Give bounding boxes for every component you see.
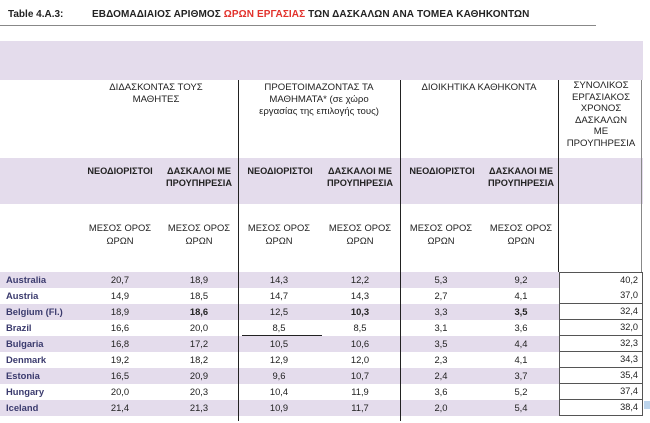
cell-teach-exp: 18,9 [189, 274, 209, 285]
country-name: Belgium (Fl.) [6, 306, 63, 317]
unit-prep-exp: ΜΕΣΟΣ ΟΡΟΣ ΩΡΩΝ [328, 222, 392, 246]
edge-marker [644, 401, 650, 409]
cell-prep-new: 14,3 [269, 274, 289, 285]
unit-teaching-exp: ΜΕΣΟΣ ΟΡΟΣ ΩΡΩΝ [167, 222, 231, 246]
cell-teach-new: 16,5 [110, 370, 130, 381]
total-value: 35,4 [620, 370, 638, 380]
cell-prep-exp: 14,3 [350, 290, 370, 301]
cell-teach-exp: 18,5 [189, 290, 209, 301]
cell-prep-exp: 10,6 [350, 338, 370, 349]
table-row [0, 400, 643, 416]
total-value: 38,4 [620, 402, 638, 412]
cell-adm-new: 3,3 [434, 306, 448, 317]
cell-adm-exp: 4,1 [514, 354, 528, 365]
subheader-admin-exp: ΔΑΣΚΑΛΟΙ ΜΕ ΠΡΟΥΠΗΡΕΣΙΑ [487, 166, 554, 188]
country-name: Australia [6, 274, 47, 285]
cell-teach-new: 19,2 [110, 354, 130, 365]
subheader-teaching-exp: ΔΑΣΚΑΛΟΙ ΜΕ ΠΡΟΥΠΗΡΕΣΙΑ [165, 166, 232, 188]
unit-prep-new: ΜΕΣΟΣ ΟΡΟΣ ΩΡΩΝ [247, 222, 311, 246]
total-value: 40,2 [620, 275, 638, 285]
cell-prep-exp: 11,9 [351, 386, 369, 397]
cell-teach-exp: 18,2 [189, 354, 209, 365]
cell-teach-new: 20,0 [110, 386, 130, 397]
total-cell [559, 336, 643, 352]
cell-prep-new: 12,9 [269, 354, 289, 365]
total-cell [559, 384, 643, 400]
cell-adm-exp: 3,7 [514, 370, 528, 381]
total-cell [559, 352, 643, 368]
table-row [0, 368, 643, 384]
subheader-admin-new: ΝΕΟΔΙΟΡΙΣΤΟΙ [409, 166, 475, 176]
cell-prep-exp: 10,7 [350, 370, 370, 381]
cell-teach-exp: 18,6 [189, 306, 209, 317]
cell-prep-exp: 12,2 [350, 274, 370, 285]
cell-adm-new: 3,1 [434, 322, 448, 333]
country-name: Bulgaria [6, 338, 44, 349]
table-row [0, 272, 643, 288]
total-cell [559, 368, 643, 384]
divider-prep-admin [400, 80, 401, 421]
country-name: Iceland [6, 402, 39, 413]
cell-adm-new: 2,4 [434, 370, 448, 381]
table-label: Table 4.A.3: [8, 9, 64, 20]
cell-prep-new: 14,7 [269, 290, 289, 301]
country-name: Austria [6, 290, 39, 301]
cell-prep-exp: 12,0 [350, 354, 370, 365]
cell-teach-new: 21,4 [110, 402, 130, 413]
cell-adm-new: 3,5 [434, 338, 448, 349]
cell-prep-exp: 10,3 [350, 306, 370, 317]
country-name: Brazil [6, 322, 32, 333]
country-name: Estonia [6, 370, 40, 381]
cell-prep-new: 9,6 [272, 370, 286, 381]
unit-admin-new: ΜΕΣΟΣ ΟΡΟΣ ΩΡΩΝ [409, 222, 473, 246]
cell-teach-exp: 20,3 [189, 386, 209, 397]
group-header-total: ΣΥΝΟΛΙΚΟΣ ΕΡΓΑΣΙΑΚΟΣ ΧΡΟΝΟΣ ΔΑΣΚΑΛΩΝ ΜΕ ΠΡΟΥΠΗΡΕΣΙΑ [566, 80, 636, 149]
divider-admin-total [558, 80, 559, 272]
table-title: ΕΒΔΟΜΑΔΙΑΙΟΣ ΑΡΙΘΜΟΣ ΩΡΩΝ ΕΡΓΑΣΙΑΣ ΤΩΝ ΔΑΣΚΑΛΩΝ ΑΝΑ ΤΟΜΕΑ ΚΑΘΗΚΟΝΤΩΝ [92, 9, 530, 20]
unit-teaching-new: ΜΕΣΟΣ ΟΡΟΣ ΩΡΩΝ [88, 222, 152, 246]
brazil-prep-underline [242, 335, 322, 336]
cell-adm-exp: 4,4 [514, 338, 528, 349]
cell-prep-new: 10,9 [269, 402, 289, 413]
country-name: Hungary [6, 386, 45, 397]
cell-adm-exp: 5,4 [514, 402, 528, 413]
cell-adm-new: 3,6 [434, 386, 448, 397]
cell-teach-new: 18,9 [110, 306, 130, 317]
total-value: 32,4 [620, 306, 638, 316]
group-header-admin: ΔΙΟΙΚΗΤΙΚΑ ΚΑΘΗΚΟΝΤΑ [421, 82, 537, 93]
cell-teach-exp: 21,3 [189, 402, 209, 413]
cell-adm-new: 2,0 [434, 402, 448, 413]
cell-teach-new: 16,8 [110, 338, 130, 349]
subheader-prep-new: ΝΕΟΔΙΟΡΙΣΤΟΙ [247, 166, 313, 176]
cell-prep-new: 8,5 [272, 322, 286, 333]
total-cell [559, 288, 643, 304]
cell-prep-new: 12,5 [269, 306, 289, 317]
cell-prep-new: 10,5 [269, 338, 289, 349]
header-band-top [0, 41, 643, 80]
table-row [0, 352, 643, 368]
divider-right [641, 80, 642, 272]
cell-adm-exp: 5,2 [514, 386, 528, 397]
total-cell [559, 304, 643, 320]
cell-adm-exp: 9,2 [514, 274, 528, 285]
table-row [0, 336, 643, 352]
total-value: 37,0 [620, 290, 638, 300]
cell-teach-new: 16,6 [110, 322, 130, 333]
cell-prep-new: 10,4 [269, 386, 289, 397]
total-cell [559, 320, 643, 336]
divider-teaching-prep [238, 80, 239, 421]
title-underline [0, 25, 596, 26]
cell-teach-exp: 20,0 [189, 322, 209, 333]
table-row [0, 288, 643, 304]
total-cell [559, 272, 643, 289]
group-header-preparing: ΠΡΟΕΤΟΙΜΑΖΟΝΤΑΣ ΤΑ ΜΑΘΗΜΑΤΑ* (σε χώρο εργασίας της επιλογής τους) [259, 82, 379, 117]
table-row [0, 304, 643, 320]
subheader-prep-exp: ΔΑΣΚΑΛΟΙ ΜΕ ΠΡΟΥΠΗΡΕΣΙΑ [326, 166, 393, 188]
cell-teach-exp: 17,2 [189, 338, 209, 349]
total-cell [559, 400, 643, 416]
total-value: 37,4 [620, 386, 638, 396]
cell-prep-exp: 8,5 [353, 322, 367, 333]
unit-admin-exp: ΜΕΣΟΣ ΟΡΟΣ ΩΡΩΝ [489, 222, 553, 246]
cell-teach-new: 14,9 [110, 290, 130, 301]
table-row [0, 320, 643, 336]
cell-teach-new: 20,7 [110, 274, 130, 285]
group-header-teaching: ΔΙΔΑΣΚΟΝΤΑΣ ΤΟΥΣ ΜΑΘΗΤΕΣ [109, 82, 203, 105]
total-value: 34,3 [620, 354, 638, 364]
cell-adm-new: 5,3 [434, 274, 448, 285]
cell-adm-exp: 3,6 [514, 322, 528, 333]
total-value: 32,0 [620, 322, 638, 332]
cell-adm-new: 2,7 [434, 290, 448, 301]
cell-teach-exp: 20,9 [189, 370, 209, 381]
cell-prep-exp: 11,7 [351, 402, 369, 413]
total-value: 32,3 [620, 338, 638, 348]
cell-adm-exp: 3,5 [514, 306, 528, 317]
table-row [0, 384, 643, 400]
title-highlight: ΩΡΩΝ ΕΡΓΑΣΙΑΣ [223, 9, 306, 20]
country-name: Denmark [6, 354, 47, 365]
cell-adm-new: 2,3 [434, 354, 448, 365]
subheader-teaching-new: ΝΕΟΔΙΟΡΙΣΤΟΙ [87, 166, 153, 176]
cell-adm-exp: 4,1 [514, 290, 528, 301]
